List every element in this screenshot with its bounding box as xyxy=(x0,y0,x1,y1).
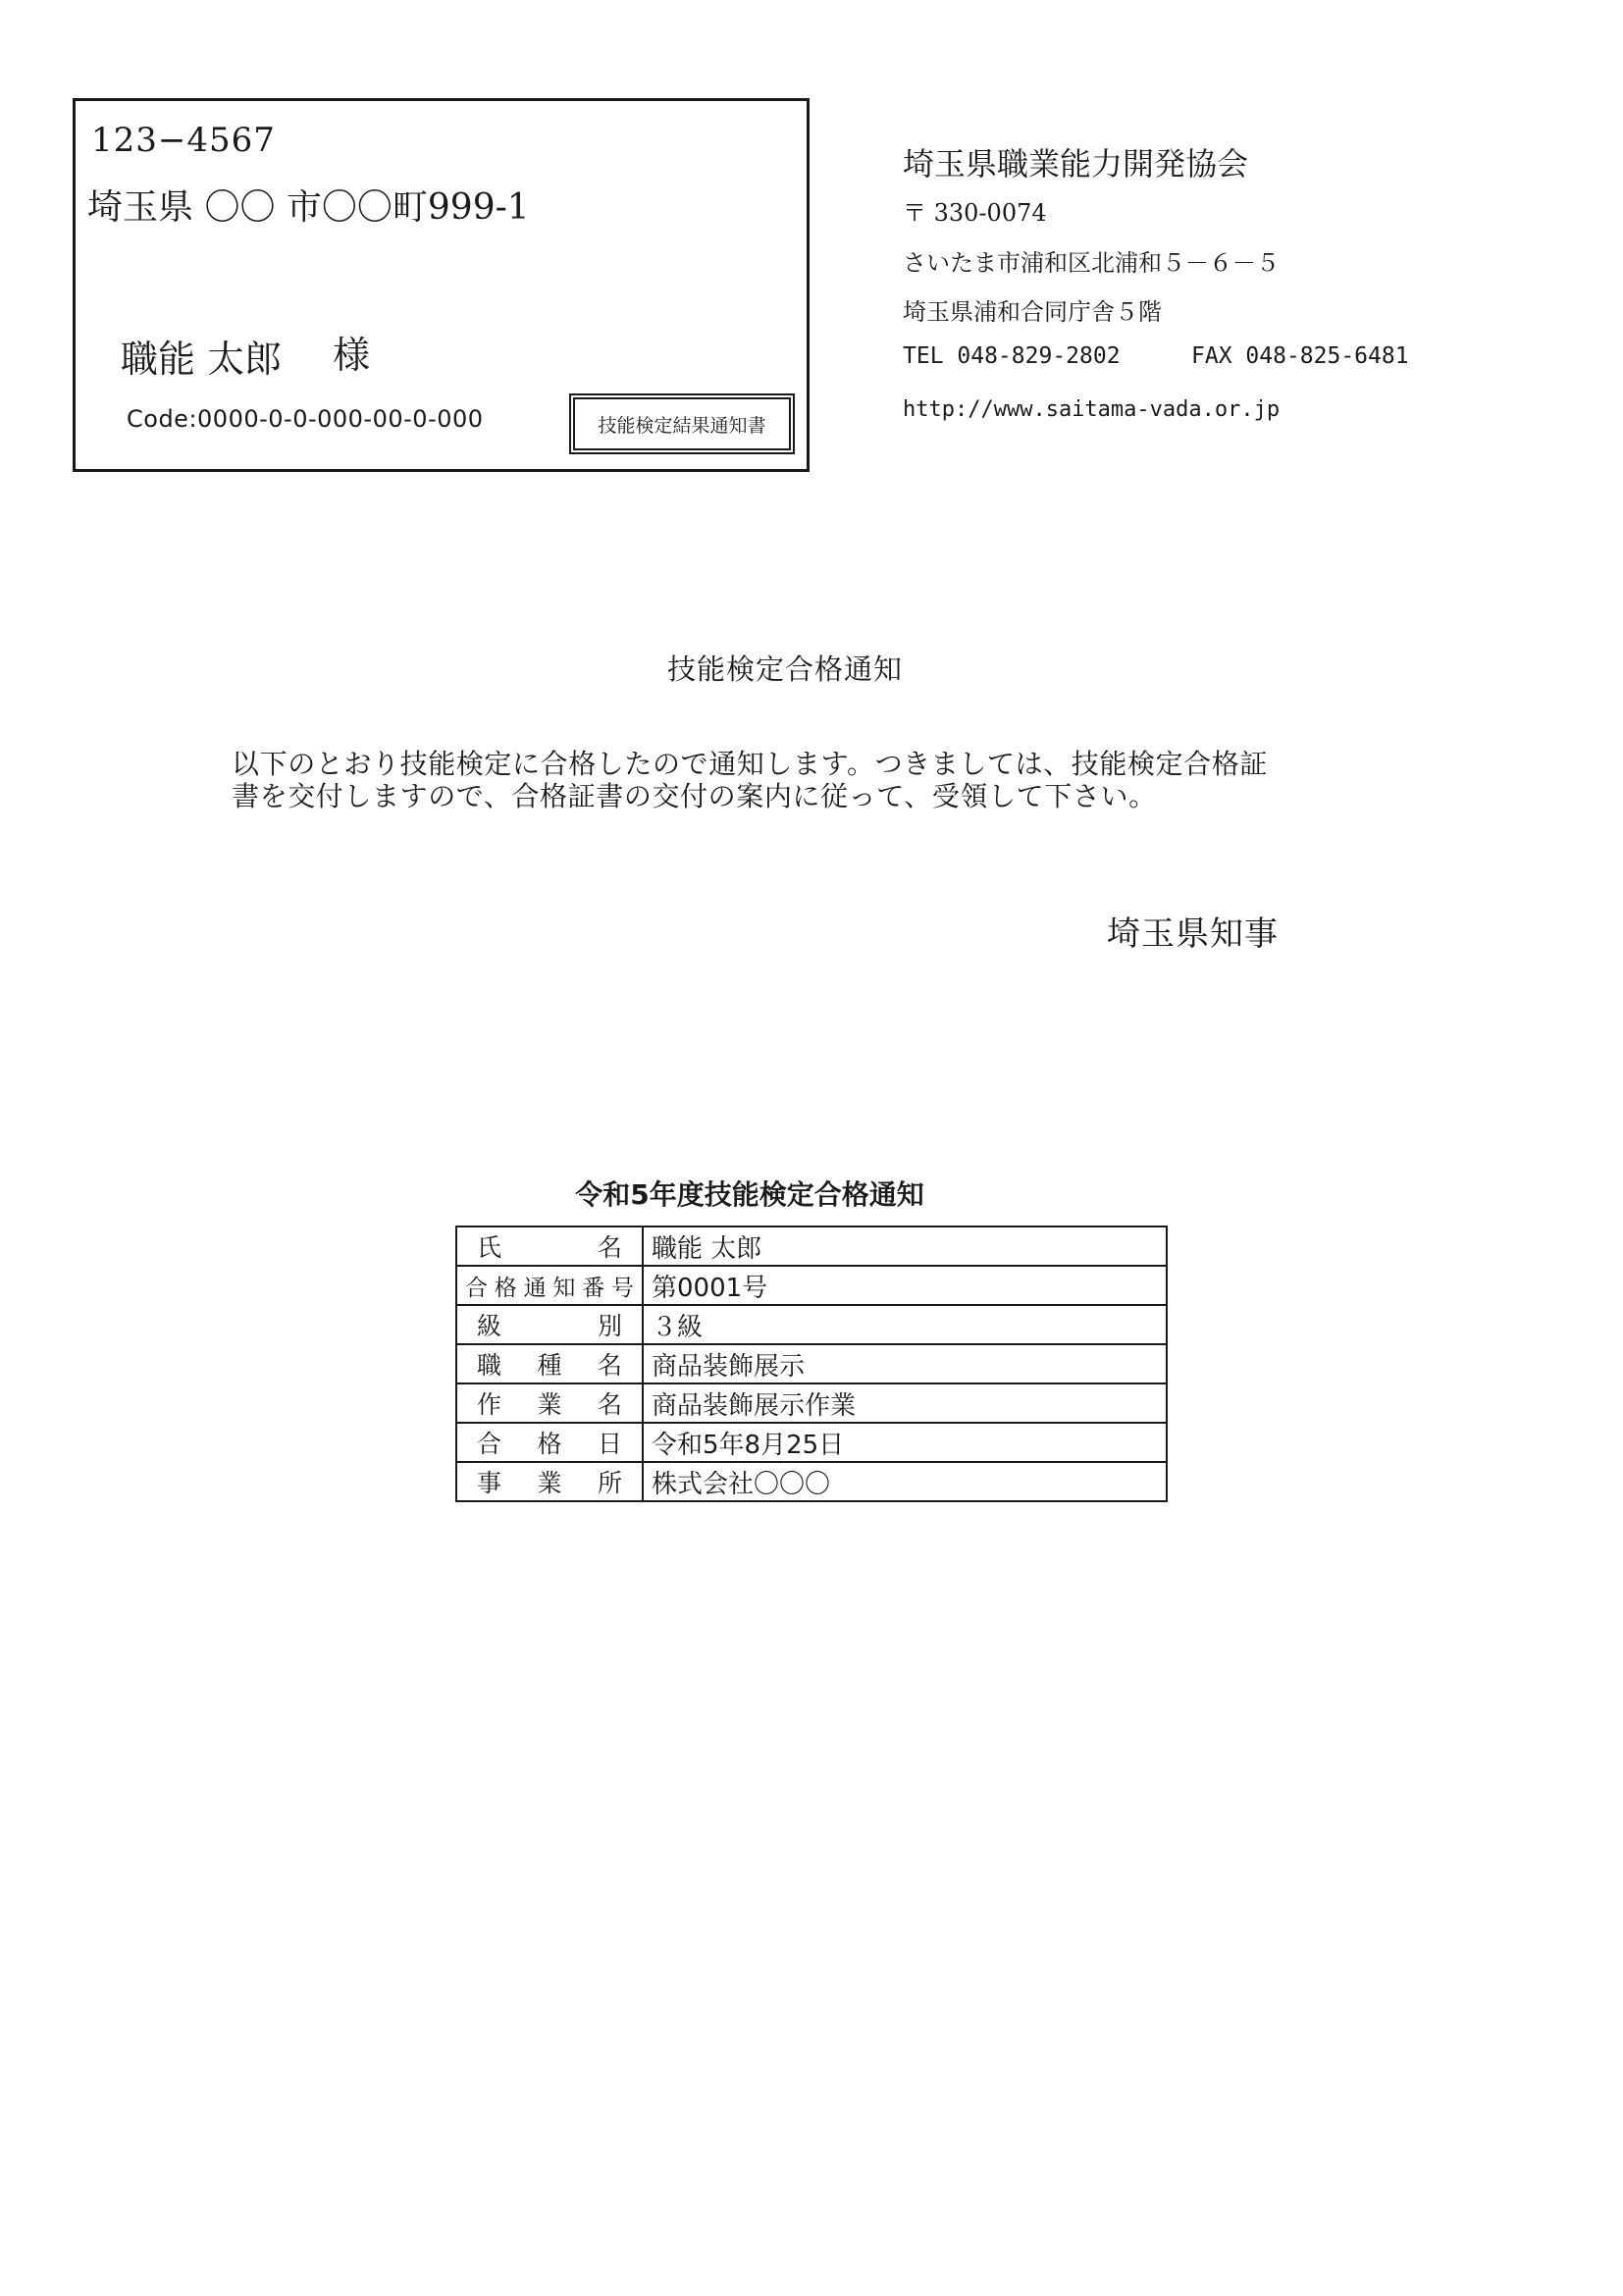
table-row xyxy=(456,1423,1167,1462)
row-value-grade: ３級 xyxy=(643,1305,1167,1344)
row-value-notice-number: 第0001号 xyxy=(643,1266,1167,1305)
row-label-name: 氏名 xyxy=(456,1226,643,1266)
row-label-occupation: 職種名 xyxy=(456,1344,643,1383)
sender-fax: FAX 048-825-6481 xyxy=(1191,343,1409,369)
table-row xyxy=(456,1305,1167,1344)
document-type-label: 技能検定結果通知書 xyxy=(569,393,795,454)
table-row xyxy=(456,1266,1167,1305)
recipient-postal-code: 123−4567 xyxy=(91,121,276,160)
results-title: 令和5年度技能検定合格通知 xyxy=(575,1178,924,1211)
row-label-work: 作業名 xyxy=(456,1383,643,1423)
sender-phone: TEL 048-829-2802 xyxy=(903,343,1121,369)
sender-postal-code: 〒 330-0074 xyxy=(903,199,1047,227)
row-label-pass-date: 合格日 xyxy=(456,1423,643,1462)
row-value-pass-date: 令和5年8月25日 xyxy=(643,1423,1167,1462)
recipient-name: 職能 太郎 xyxy=(121,338,283,381)
row-label-workplace: 事業所 xyxy=(456,1462,643,1501)
table-row xyxy=(456,1462,1167,1501)
notice-paragraph-line-2: 書を交付しますので、合格証書の交付の案内に従って、受領して下さい。 xyxy=(232,780,1157,812)
recipient-honorific: 様 xyxy=(333,334,371,377)
row-value-occupation: 商品装飾展示 xyxy=(643,1344,1167,1383)
recipient-code: Code:0000-0-0-000-00-0-000 xyxy=(127,405,484,433)
row-label-notice-number: 合格通知番号 xyxy=(456,1266,643,1305)
sender-building: 埼玉県浦和合同庁舎５階 xyxy=(903,298,1162,326)
notice-title: 技能検定合格通知 xyxy=(667,652,904,686)
table-row xyxy=(456,1226,1167,1266)
table-row xyxy=(456,1383,1167,1423)
sender-website: http://www.saitama-vada.or.jp xyxy=(903,397,1281,422)
row-value-work: 商品装飾展示作業 xyxy=(643,1383,1167,1423)
row-value-workplace: 株式会社〇〇〇 xyxy=(643,1462,1167,1501)
row-label-grade: 級別 xyxy=(456,1305,643,1344)
sender-address: さいたま市浦和区北浦和５－６－５ xyxy=(903,249,1280,277)
signer: 埼玉県知事 xyxy=(1107,914,1279,954)
address-window xyxy=(73,98,810,472)
results-table xyxy=(455,1226,1168,1502)
recipient-address: 埼玉県 〇〇 市〇〇町999-1 xyxy=(87,187,530,228)
row-value-name: 職能 太郎 xyxy=(643,1226,1167,1266)
sender-organization: 埼玉県職業能力開発協会 xyxy=(903,145,1249,183)
table-row xyxy=(456,1344,1167,1383)
notice-paragraph-line-1: 以下のとおり技能検定に合格したので通知します。つきましては、技能検定合格証 xyxy=(232,748,1268,780)
